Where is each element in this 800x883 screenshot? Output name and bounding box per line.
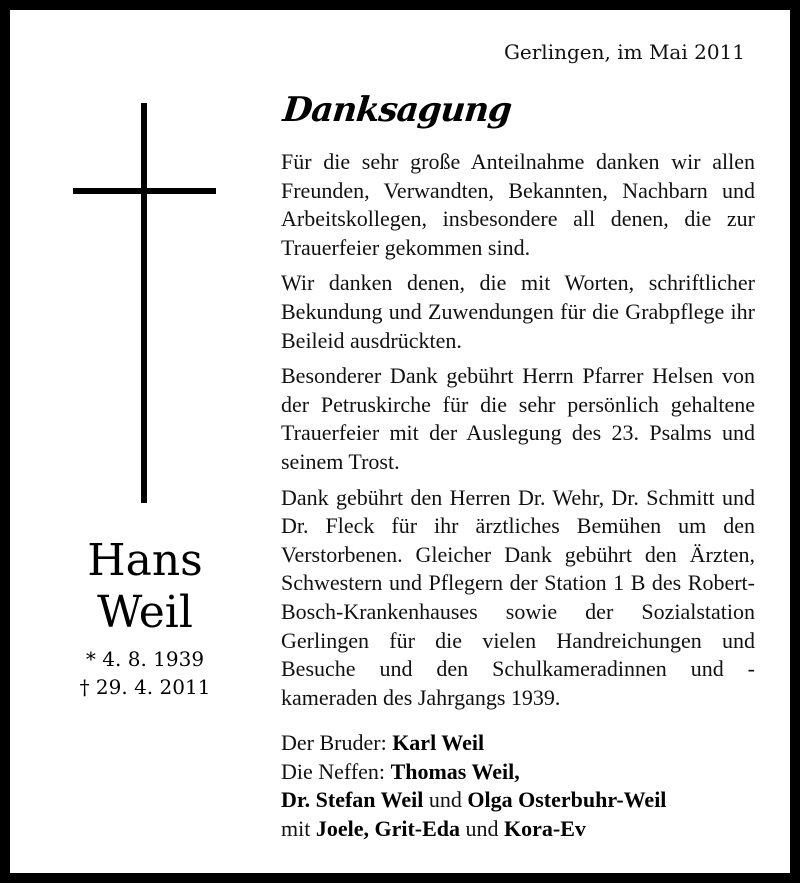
cross-horizontal-bar [73, 188, 216, 194]
nephews-label: Die Neffen: [281, 758, 391, 784]
paragraph: Für die sehr große Anteilnahme danken wir allen Freunden, Verwandten, Bekannten, Nachbarn und Arbeitskollegen, insbesondere all denen, die zur Trauerfeier gekommen sind. [281, 149, 755, 260]
child-name: Kora-Ev [504, 815, 586, 841]
nephew-name: Thomas Weil, [390, 758, 520, 784]
nephew-name: Dr. Stefan Weil [281, 787, 424, 813]
nephews-line [281, 758, 755, 787]
paragraph: Wir danken denen, die mit Worten, schriftlicher Bekundung und Zuwendungen für die Grabpflege ihr Beileid ausdrückten. [281, 270, 755, 353]
paragraph: Dank gebührt den Herren Dr. Wehr, Dr. Schmitt und Dr. Fleck für ihr ärztliches Bemühen um den Verstorbenen. Gleicher Dank gebührt den Ärzten, Schwestern und Pflegern der Station 1 B des Robert-Bosch-Krankenhauses sowie der Sozialstation Gerlingen für die vielen Handreichungen und Besuche und den Schulkameradinnen und -kameraden des Jahrgangs 1939. [281, 484, 755, 710]
conjunction: und [423, 787, 468, 813]
child-names: Joele, Grit-Eda [315, 815, 461, 841]
notice-body [281, 148, 755, 719]
deceased-first-name: Hans [87, 535, 203, 586]
place-date: Gerlingen, im Mai 2011 [503, 40, 745, 64]
cross-vertical-bar [141, 103, 147, 503]
brother-line [281, 729, 755, 758]
children-line [281, 815, 755, 844]
brother-name: Karl Weil [392, 730, 485, 755]
conjunction: und [460, 815, 505, 841]
paragraph: Besonderer Dank gebührt Herrn Pfarrer Helsen von der Petruskirche für die sehr persönlich gehaltene Trauerfeier mit der Auslegung des 23. Psalms und seinem Trost. [281, 363, 755, 474]
deceased-block [60, 535, 230, 701]
death-date: † 29. 4. 2011 [79, 675, 211, 699]
with-label: mit [281, 815, 316, 841]
brother-label: Der Bruder: [281, 730, 393, 755]
birth-date: * 4. 8. 1939 [85, 647, 205, 671]
notice-title: Danksagung [280, 90, 514, 130]
family-signatures [281, 729, 755, 843]
deceased-last-name: Weil [97, 587, 193, 638]
nephews-line-2 [281, 786, 755, 815]
nephew-name: Olga Osterbuhr-Weil [467, 787, 667, 813]
